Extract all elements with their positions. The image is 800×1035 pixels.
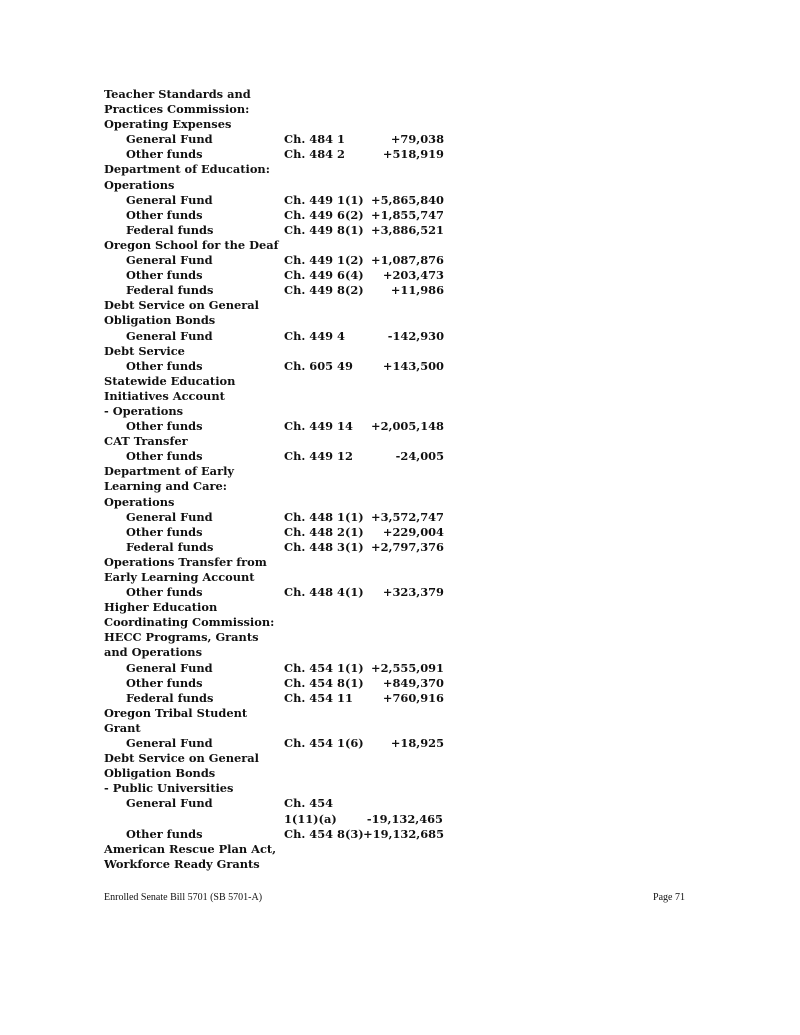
fund-label: Other funds	[126, 268, 203, 283]
section-heading	[104, 464, 444, 479]
fund-label: Other funds	[126, 524, 203, 539]
section-heading	[104, 781, 444, 796]
line-item	[104, 796, 444, 811]
chapter-reference: Ch. 449 1(1)	[284, 192, 364, 207]
section-heading	[104, 87, 444, 102]
heading-text: Operating Expenses	[104, 117, 232, 132]
heading-text: Oregon School for the Deaf	[104, 237, 279, 252]
amount: -142,930	[387, 328, 444, 343]
chapter-reference: Ch. 449 8(2)	[284, 283, 364, 298]
fund-label: Other funds	[126, 826, 203, 841]
section-heading	[104, 389, 444, 404]
line-item	[104, 147, 444, 162]
heading-text: Coordinating Commission:	[104, 615, 275, 630]
chapter-reference: 1(11)(a)	[284, 811, 337, 826]
heading-text: Debt Service	[104, 343, 185, 358]
fund-label: Federal funds	[126, 283, 214, 298]
section-heading	[104, 117, 444, 132]
section-heading	[104, 434, 444, 449]
fund-label: General Fund	[126, 796, 213, 811]
budget-adjustments-list	[104, 87, 444, 872]
fund-label: Federal funds	[126, 539, 214, 554]
heading-text: and Operations	[104, 645, 202, 660]
section-heading	[104, 374, 444, 389]
chapter-reference: Ch. 449 4	[284, 328, 345, 343]
line-item	[104, 253, 444, 268]
heading-text: - Public Universities	[104, 781, 234, 796]
amount: +18,925	[390, 736, 444, 751]
amount: -19,132,465	[366, 811, 443, 826]
heading-text: Teacher Standards and	[104, 87, 251, 101]
section-heading	[104, 479, 444, 494]
fund-label: Other funds	[126, 449, 203, 464]
line-item	[104, 691, 444, 706]
chapter-reference: Ch. 484 1	[284, 132, 345, 147]
fund-label: Other funds	[126, 675, 203, 690]
section-heading	[104, 313, 444, 328]
heading-text: Obligation Bonds	[104, 766, 216, 781]
line-item	[104, 525, 444, 540]
amount: +203,473	[382, 268, 444, 283]
section-heading	[104, 615, 444, 630]
section-heading	[104, 162, 444, 177]
line-item	[104, 812, 444, 827]
footer-bill-title: Enrolled Senate Bill 5701 (SB 5701-A)	[104, 892, 263, 903]
line-item	[104, 449, 444, 464]
fund-label: Other funds	[126, 358, 203, 373]
section-heading	[104, 721, 444, 736]
amount: +19,132,685	[363, 826, 444, 841]
line-item	[104, 510, 444, 525]
line-item	[104, 585, 444, 600]
amount: +3,886,521	[371, 222, 444, 237]
fund-label: Other funds	[126, 419, 203, 434]
heading-text: Operations	[104, 494, 175, 509]
line-item	[104, 193, 444, 208]
section-heading	[104, 766, 444, 781]
section-heading	[104, 102, 444, 117]
amount: +2,555,091	[371, 660, 444, 675]
heading-text: Debt Service on General	[104, 298, 259, 313]
chapter-reference: Ch. 448 2(1)	[284, 524, 364, 539]
chapter-reference: Ch. 454 1(6)	[284, 736, 364, 751]
heading-text: Workforce Ready Grants	[104, 856, 260, 871]
footer-page-number: Page 71	[653, 892, 685, 903]
amount: -24,005	[395, 449, 444, 464]
fund-label: General Fund	[126, 192, 213, 207]
amount: +1,855,747	[371, 207, 444, 222]
amount: +5,865,840	[371, 192, 444, 207]
section-heading	[104, 344, 444, 359]
fund-label: General Fund	[126, 132, 213, 147]
section-heading	[104, 570, 444, 585]
section-heading	[104, 630, 444, 645]
chapter-reference: Ch. 454 11	[284, 690, 353, 705]
fund-label: General Fund	[126, 736, 213, 751]
amount: +760,916	[382, 690, 444, 705]
line-item	[104, 736, 444, 751]
section-heading	[104, 842, 444, 857]
heading-text: Debt Service on General	[104, 751, 259, 766]
chapter-reference: Ch. 454	[284, 796, 334, 811]
line-item	[104, 208, 444, 223]
line-item	[104, 283, 444, 298]
line-item	[104, 268, 444, 283]
heading-text: Department of Early	[104, 464, 235, 479]
heading-text: Obligation Bonds	[104, 313, 216, 328]
chapter-reference: Ch. 449 6(4)	[284, 268, 364, 283]
section-heading	[104, 238, 444, 253]
line-item	[104, 329, 444, 344]
chapter-reference: Ch. 449 12	[284, 449, 353, 464]
chapter-reference: Ch. 454 8(1)	[284, 675, 364, 690]
heading-text: Learning and Care:	[104, 479, 227, 494]
fund-label: Other funds	[126, 207, 203, 222]
heading-text: Early Learning Account	[104, 570, 255, 584]
line-item	[104, 540, 444, 555]
fund-label: General Fund	[126, 253, 213, 268]
heading-text: Initiatives Account	[104, 388, 225, 403]
heading-text: American Rescue Plan Act,	[104, 841, 277, 856]
amount: +1,087,876	[371, 253, 444, 268]
amount: +143,500	[382, 358, 444, 373]
heading-text: Grant	[104, 720, 141, 735]
heading-text: Department of Education:	[104, 162, 270, 177]
heading-text: Practices Commission:	[104, 102, 250, 117]
fund-label: General Fund	[126, 328, 213, 343]
chapter-reference: Ch. 448 3(1)	[284, 539, 364, 554]
chapter-reference: Ch. 449 6(2)	[284, 207, 364, 222]
line-item	[104, 359, 444, 374]
line-item	[104, 661, 444, 676]
chapter-reference: Ch. 484 2	[284, 147, 345, 162]
fund-label: Other funds	[126, 585, 203, 600]
amount: +3,572,747	[371, 509, 444, 524]
section-heading	[104, 298, 444, 313]
amount: +79,038	[390, 132, 444, 147]
section-heading	[104, 751, 444, 766]
heading-text: Operations Transfer from	[104, 554, 267, 569]
chapter-reference: Ch. 454 1(1)	[284, 660, 364, 675]
chapter-reference: Ch. 605 49	[284, 358, 353, 373]
line-item	[104, 676, 444, 691]
heading-text: Oregon Tribal Student	[104, 705, 248, 720]
heading-text: CAT Transfer	[104, 434, 188, 449]
amount: +323,379	[382, 585, 444, 600]
amount: +2,005,148	[371, 419, 444, 434]
section-heading	[104, 645, 444, 660]
line-item	[104, 132, 444, 147]
fund-label: Other funds	[126, 147, 203, 162]
fund-label: General Fund	[126, 509, 213, 524]
amount: +849,370	[382, 675, 444, 690]
section-heading	[104, 555, 444, 570]
fund-label: Federal funds	[126, 690, 214, 705]
chapter-reference: Ch. 449 14	[284, 419, 353, 434]
line-item	[104, 223, 444, 238]
amount: +518,919	[382, 147, 444, 162]
chapter-reference: Ch. 448 1(1)	[284, 509, 364, 524]
amount: +229,004	[382, 524, 444, 539]
heading-text: Higher Education	[104, 600, 218, 615]
line-item	[104, 419, 444, 434]
fund-label: Federal funds	[126, 222, 214, 237]
heading-text: HECC Programs, Grants	[104, 630, 259, 645]
heading-text: Operations	[104, 177, 175, 192]
heading-text: - Operations	[104, 403, 184, 418]
section-heading	[104, 495, 444, 510]
chapter-reference: Ch. 448 4(1)	[284, 585, 364, 600]
heading-text: Statewide Education	[104, 373, 236, 388]
chapter-reference: Ch. 449 8(1)	[284, 222, 364, 237]
chapter-reference: Ch. 449 1(2)	[284, 253, 364, 268]
section-heading	[104, 178, 444, 193]
fund-label: General Fund	[126, 660, 213, 675]
chapter-reference: Ch. 454 8(3)	[284, 826, 364, 841]
section-heading	[104, 706, 444, 721]
amount: +11,986	[390, 283, 444, 298]
section-heading	[104, 857, 444, 872]
section-heading	[104, 600, 444, 615]
line-item	[104, 827, 444, 842]
amount: +2,797,376	[371, 539, 444, 554]
section-heading	[104, 404, 444, 419]
